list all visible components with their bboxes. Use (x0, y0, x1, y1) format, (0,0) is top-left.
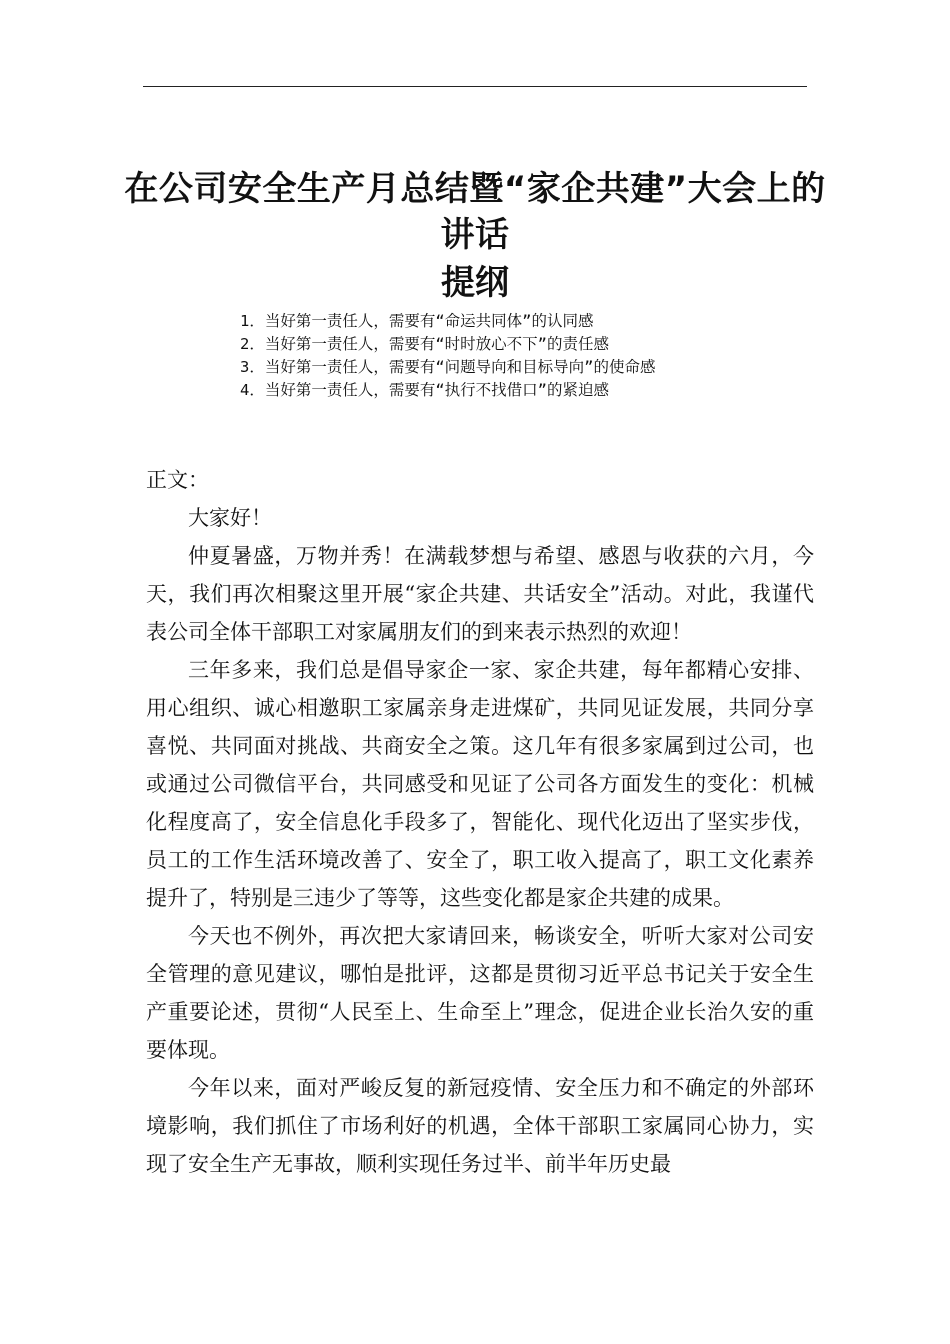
paragraph: 今天也不例外，再次把大家请回来，畅谈安全，听听大家对公司安全管理的意见建议，哪怕是批评，这都是贯彻习近平总书记关于安全生产重要论述，贯彻“人民至上、生命至上”理念，促进企业长治久安的重要体现。 (146, 924, 814, 1062)
outline-item: 4．当好第一责任人，需要有“执行不找借口”的紧迫感 (240, 381, 609, 399)
outline-item: 1．当好第一责任人，需要有“命运共同体”的认同感 (240, 312, 594, 330)
outline-list (240, 310, 800, 402)
document-subtitle: 提纲 (441, 263, 509, 303)
paragraph: 三年多来，我们总是倡导家企一家、家企共建，每年都精心安排、用心组织、诚心相邀职工家属亲身走进煤矿，共同见证发展，共同分享喜悦、共同面对挑战、共商安全之策。这几年有很多家属到过公司，也或通过公司微信平台，共同感受和见证了公司各方面发生的变化：机械化程度高了，安全信息化手段多了，智能化、现代化迈出了坚实步伐，员工的工作生活环境改善了、安全了，职工收入提高了，职工文化素养提升了，特别是三违少了等等，这些变化都是家企共建的成果。 (146, 658, 814, 910)
paragraph: 仲夏暑盛，万物并秀！在满载梦想与希望、感恩与收获的六月，今天，我们再次相聚这里开展“家企共建、共话安全”活动。对此，我谨代表公司全体干部职工对家属朋友们的到来表示热烈的欢迎！ (146, 544, 814, 644)
outline-item: 3．当好第一责任人，需要有“问题导向和目标导向”的使命感 (240, 358, 656, 376)
paragraph: 今年以来，面对严峻反复的新冠疫情、安全压力和不确定的外部环境影响，我们抓住了市场利好的机遇，全体干部职工家属同心协力，实现了安全生产无事故，顺利实现任务过半、前半年历史最 (146, 1076, 814, 1176)
outline-item: 2．当好第一责任人，需要有“时时放心不下”的责任感 (240, 335, 609, 353)
body-text (146, 461, 814, 1183)
paragraph: 大家好！ (188, 506, 272, 530)
document-title: 在公司安全生产月总结暨“家企共建”大会上的讲话 (124, 169, 826, 255)
body-label: 正文： (146, 468, 209, 492)
header-rule (143, 86, 807, 87)
